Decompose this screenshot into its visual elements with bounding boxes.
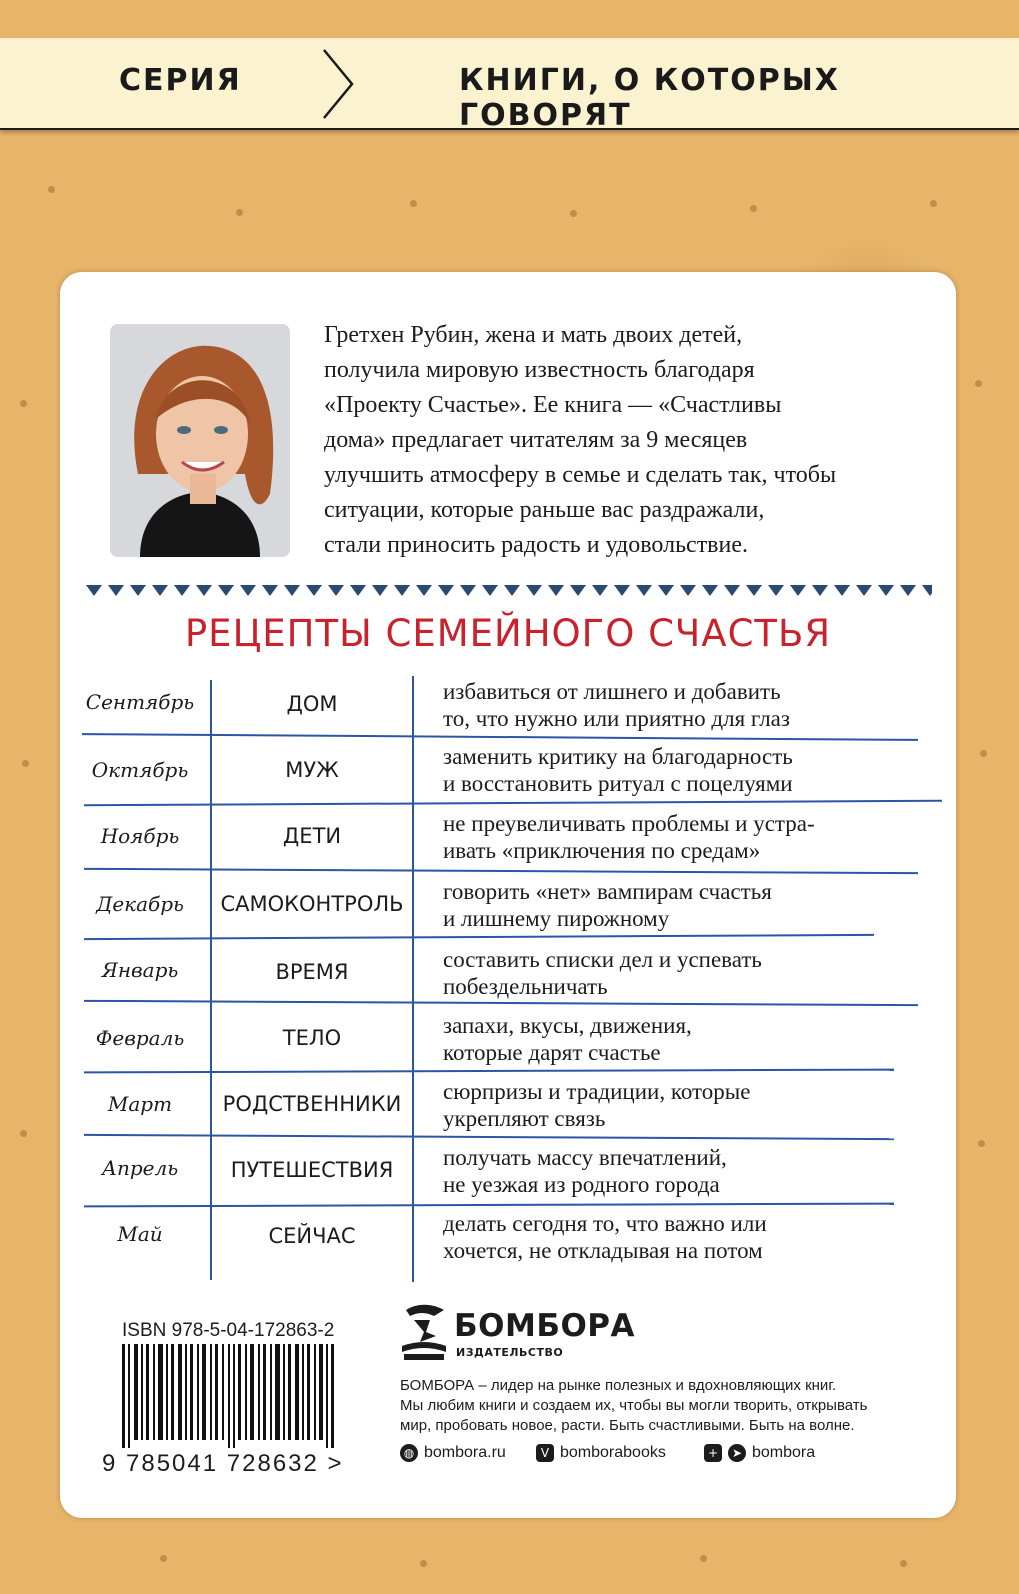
series-banner (0, 38, 1019, 133)
month-label: Сентябрь (85, 690, 195, 714)
topic-label: ВРЕМЯ (275, 960, 349, 984)
social-link-label: bombora (752, 1444, 816, 1461)
topic-label: ДОМ (286, 692, 338, 716)
barcode-digits: 9 785041 728632 > (102, 1450, 344, 1477)
month-label: Февраль (95, 1026, 185, 1050)
cracker-dot (930, 200, 937, 207)
plus-icon: + (704, 1444, 722, 1462)
topic-label: МУЖ (285, 758, 339, 782)
chevron-right-icon (318, 44, 358, 124)
series-label: СЕРИЯ (119, 63, 242, 98)
topic-label: ДЕТИ (282, 824, 342, 848)
recipe-text: получать массу впечатлений, не уезжая из родного города (443, 1145, 727, 1197)
recipe-text: избавиться от лишнего и добавить то, что нужно или приятно для глаз (443, 679, 790, 731)
cracker-dot (236, 209, 243, 216)
social-link-messengers[interactable] (704, 1444, 815, 1462)
cracker-dot (750, 205, 757, 212)
recipe-text: сюрпризы и традиции, которые укрепляют связь (443, 1079, 751, 1131)
cracker-dot (900, 1560, 907, 1567)
cracker-dot (420, 1560, 427, 1567)
publisher-subtitle: ИЗДАТЕЛЬСТВО (456, 1346, 564, 1359)
recipes-table (60, 672, 956, 1272)
topic-label: СЕЙЧАС (268, 1224, 356, 1248)
social-link-vk[interactable] (536, 1444, 666, 1462)
social-link-label: bombora.ru (424, 1444, 506, 1461)
cracker-dot (22, 760, 29, 767)
bombora-logo-icon (400, 1302, 448, 1364)
table-hline (84, 1134, 894, 1140)
topic-label: ПУТЕШЕСТВИЯ (230, 1158, 394, 1182)
month-label: Март (107, 1092, 173, 1116)
author-portrait-image (110, 324, 290, 557)
month-label: Октябрь (91, 758, 189, 782)
month-label: Май (117, 1222, 163, 1246)
cracker-dot (20, 400, 27, 407)
social-link-website[interactable] (400, 1444, 506, 1462)
table-hline (84, 1203, 894, 1208)
table-hline (84, 800, 942, 806)
publisher-name: БОМБОРА (454, 1308, 636, 1344)
table-hline (84, 934, 874, 940)
recipe-text: запахи, вкусы, движения, которые дарят счастье (443, 1013, 692, 1065)
table-vline (412, 676, 414, 1282)
recipe-text: говорить «нет» вампирам счастья и лишнему пирожному (443, 879, 772, 931)
cracker-dot (48, 186, 55, 193)
topic-label: ТЕЛО (282, 1026, 342, 1050)
telegram-icon: ➤ (728, 1444, 746, 1462)
topic-label: САМОКОНТРОЛЬ (220, 892, 404, 916)
barcode-image (122, 1344, 342, 1448)
cracker-dot (160, 1555, 167, 1562)
recipe-text: заменить критику на благодарность и восстановить ритуал с поцелуями (443, 744, 793, 796)
month-label: Ноябрь (100, 824, 180, 848)
cracker-dot (975, 380, 982, 387)
recipe-text: составить списки дел и успевать побездельничать (443, 947, 762, 999)
cracker-dot (20, 1130, 27, 1137)
month-label: Январь (101, 958, 179, 982)
cracker-dot (700, 1555, 707, 1562)
table-hline (84, 1069, 894, 1074)
recipes-title: РЕЦЕПТЫ СЕМЕЙНОГО СЧАСТЬЯ (184, 612, 832, 655)
author-bio: Гретхен Рубин, жена и мать двоих детей, получила мировую известность благодаря «Проекту Счастье». Ее книга — «Счастливы дома» предлагает читателям за 9 месяцев улучшить атмосферу в семье и сделать так, чтобы ситуации, которые раньше вас раздражали, стали приносить радость и удовольствие. (324, 322, 837, 558)
series-name: КНИГИ, О КОТОРЫХ ГОВОРЯТ (459, 63, 840, 133)
publisher-about: БОМБОРА – лидер на рынке полезных и вдохновляющих книг. Мы любим книги и создаем их, чтобы вы могли творить, открывать мир, пробовать новое, расти. Быть счастливыми. Быть на волне. (400, 1377, 868, 1434)
recipe-text: не преувеличивать проблемы и устра- ивать «приключения по средам» (443, 811, 815, 863)
topic-label: РОДСТВЕННИКИ (222, 1092, 402, 1116)
cracker-dot (410, 200, 417, 207)
author-photo (110, 324, 290, 557)
month-label: Апрель (101, 1156, 179, 1180)
social-link-label: bomborabooks (560, 1444, 666, 1461)
globe-icon: ◍ (400, 1444, 418, 1462)
cracker-dot (978, 1140, 985, 1147)
zigzag-divider (84, 582, 932, 600)
isbn-text: ISBN 978-5-04-172863-2 (122, 1320, 335, 1341)
table-hline (82, 733, 918, 741)
cracker-dot (980, 750, 987, 757)
content-card (60, 272, 956, 1518)
cracker-dot (570, 210, 577, 217)
recipe-text: делать сегодня то, что важно или хочется, не откладывая на потом (443, 1211, 767, 1263)
vk-icon: V (536, 1444, 554, 1462)
month-label: Декабрь (96, 892, 184, 916)
